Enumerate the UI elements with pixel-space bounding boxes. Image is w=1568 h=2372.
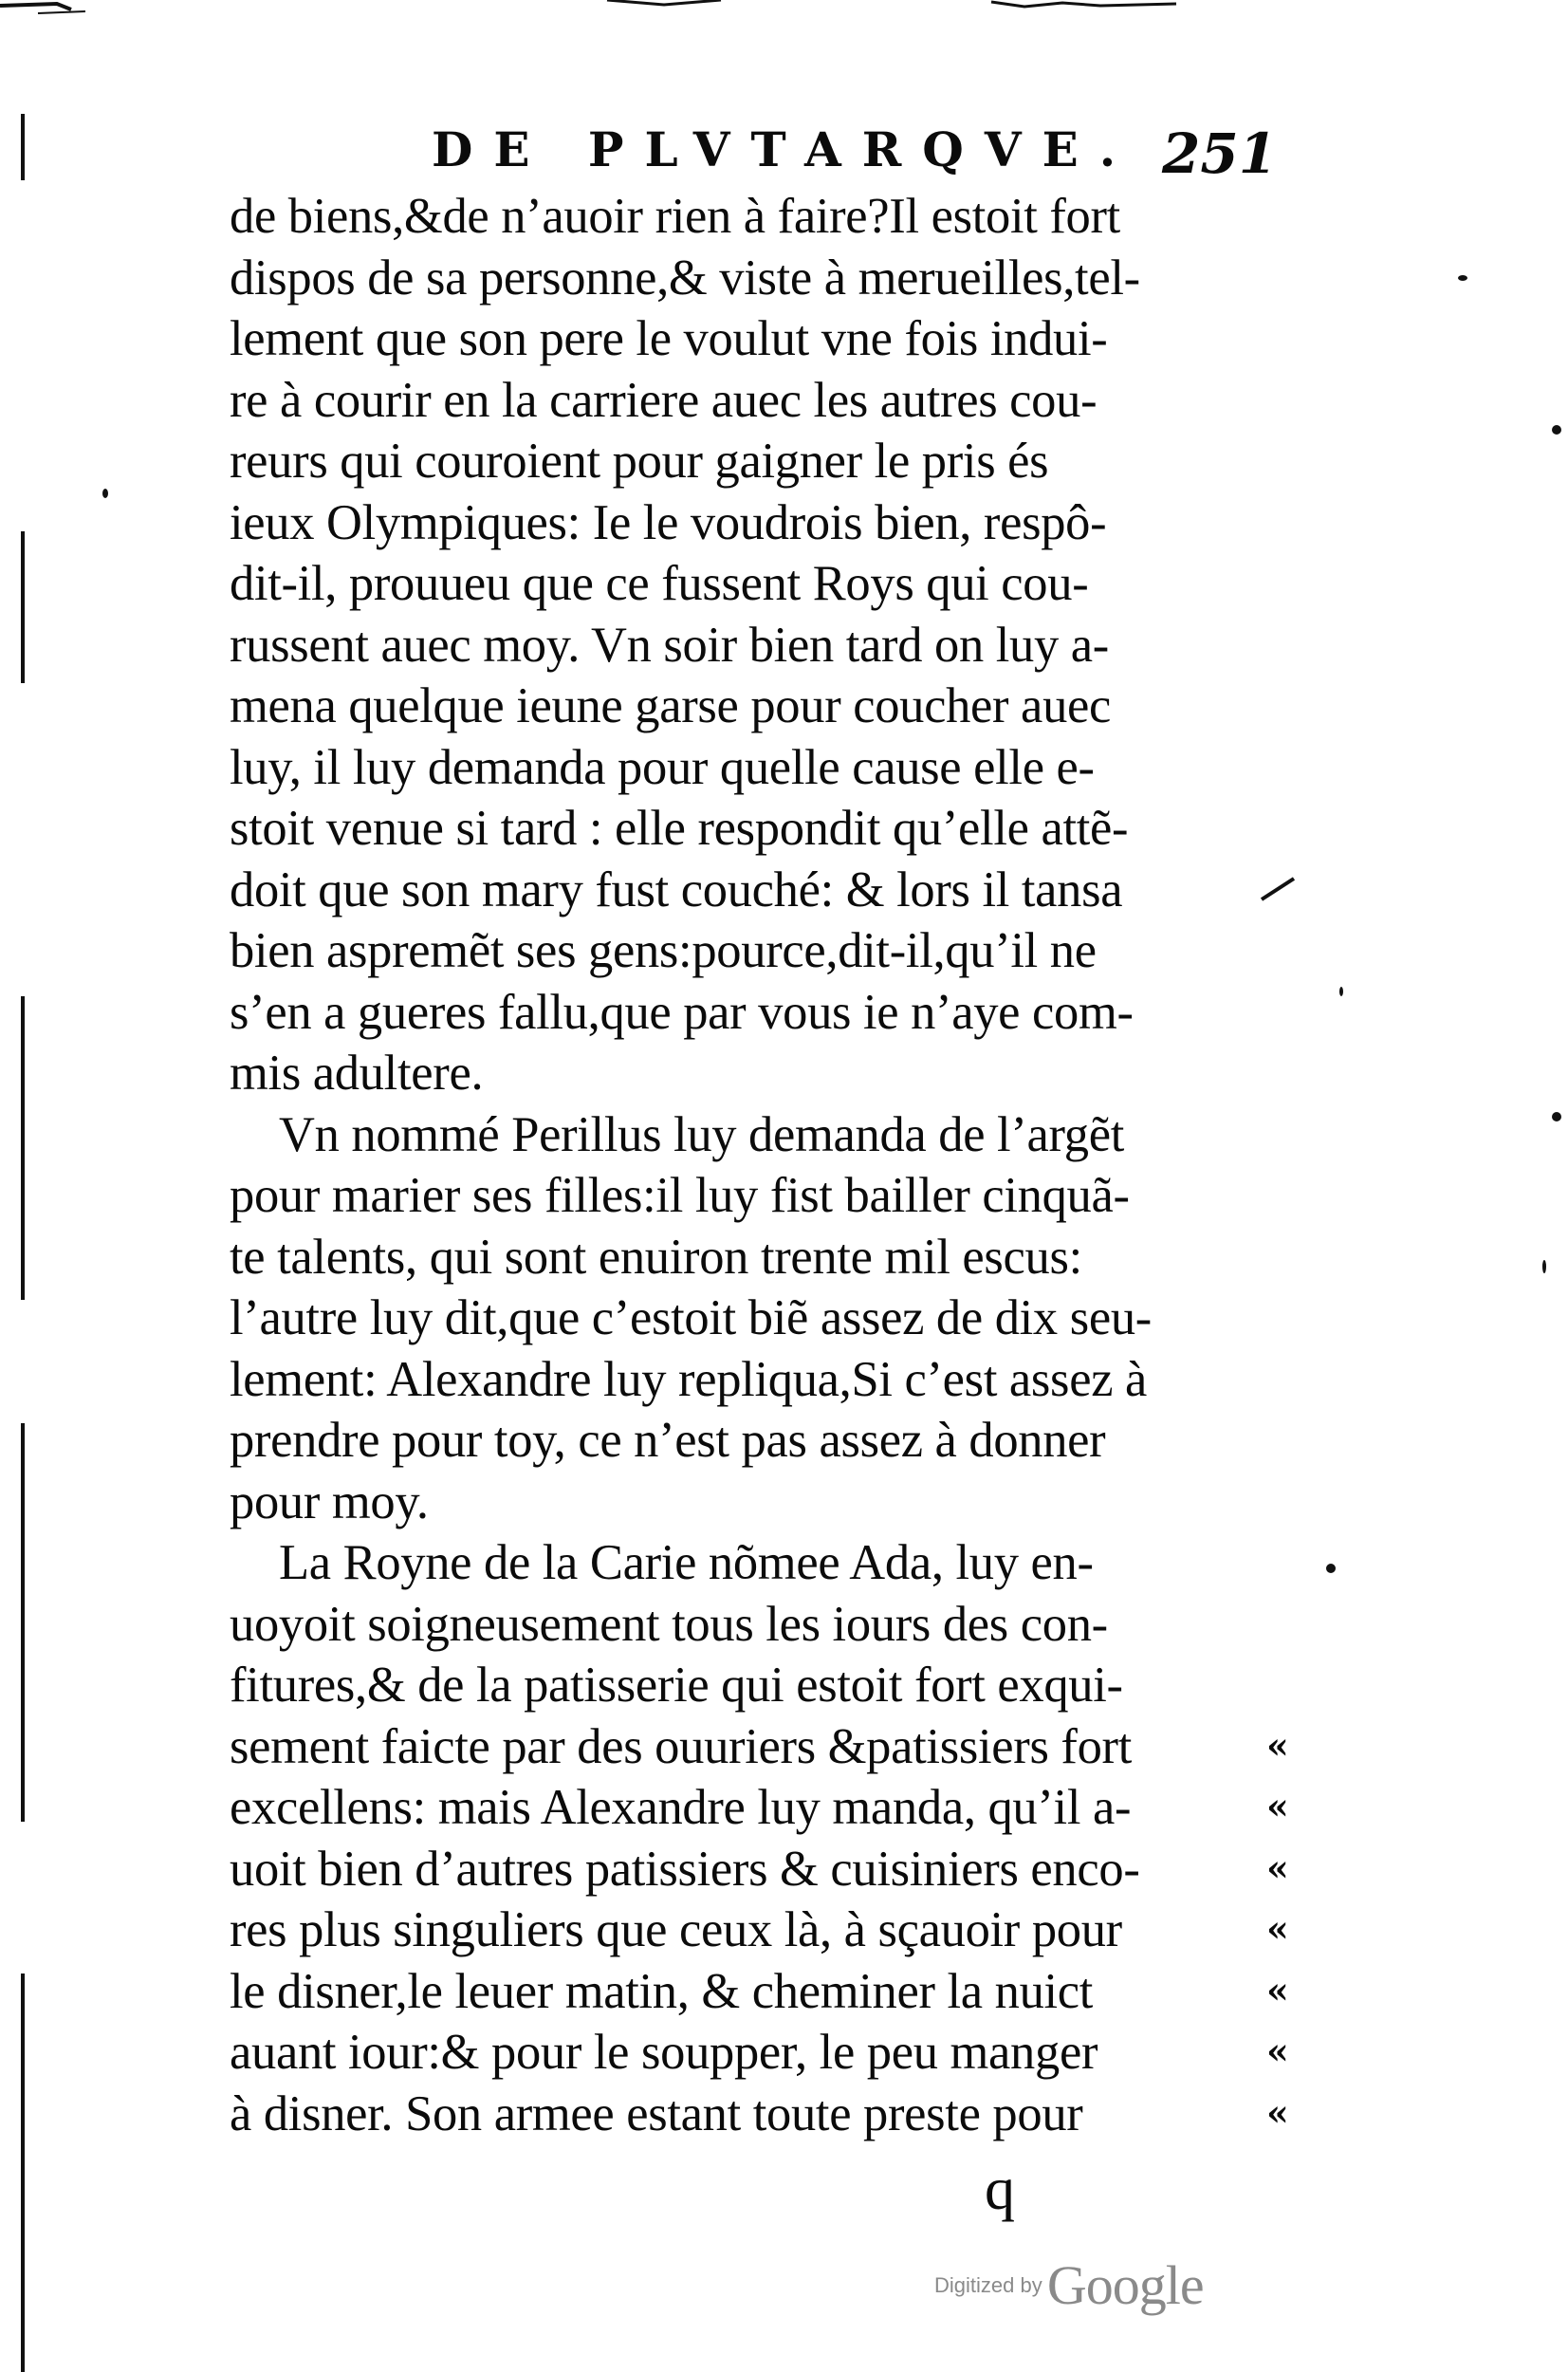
text-line: lement: Alexandre luy repliqua,Si c’est assez à [230,1351,1148,1407]
text-line: lement que son pere le voulut vne fois indui- [230,311,1108,366]
text-line: sement faicte par des ouuriers &patissiers fort [230,1718,1132,1774]
text-line: doit que son mary fust couché: & lors il tansa [230,862,1123,917]
text-line: mena quelque ieune garse pour coucher auec [230,678,1112,733]
text-line: La Royne de la Carie nõmee Ada, luy en- [279,1535,1094,1590]
running-head: DE PLVTARQVE. [432,121,1137,177]
text-line: dit-il, prouueu que ce fussent Roys qui cou- [230,556,1089,611]
text-line: auant iour:& pour le soupper, le peu manger [230,2025,1098,2080]
stray-mark [1542,1260,1546,1273]
text-line: res plus singuliers que ceux là, à sçauoir pour [230,1902,1122,1957]
text-line: re à courir en la carriere auec les autres cou- [230,372,1098,428]
text-line: excellens: mais Alexandre luy manda, qu’il a- [230,1780,1132,1835]
text-line: mis adultere. [230,1046,484,1101]
text-line: prendre pour toy, ce n’est pas assez à donner [230,1413,1106,1468]
stray-mark [1552,1112,1561,1121]
text-line: dispos de sa personne,& viste à merueilles,tel- [230,250,1140,306]
text-line: s’en a gueres fallu,que par vous ie n’aye com- [230,984,1134,1040]
marginal-quote-mark: « [1266,1845,1289,1889]
marginal-quote-mark: « [1266,1785,1289,1827]
signature-mark: q [985,2155,1015,2222]
page-number: 251 [1162,121,1278,186]
text-line: pour marier ses filles:il luy fist bailler cinquã- [230,1168,1130,1223]
text-line: luy, il luy demanda pour quelle cause elle e- [230,739,1095,795]
stray-mark [1339,987,1343,996]
text-line: stoit venue si tard : elle respondit qu’elle attẽ- [230,801,1129,856]
text-line: uoyoit soigneusement tous les iours des con- [230,1596,1108,1652]
text-line: fitures,& de la patisserie qui estoit fort exqui- [230,1658,1123,1713]
text-line: te talents, qui sont enuiron trente mil escus: [230,1229,1082,1285]
text-line: à disner. Son armee estant toute preste pour [230,2085,1083,2141]
stray-mark [1458,275,1467,281]
top-scrap-marks [0,0,1568,28]
google-logo: Google [1046,2254,1204,2316]
text-line: le disner,le leuer matin, & cheminer la nuict [230,1963,1094,2019]
marginal-quote-mark: « [1266,2029,1289,2072]
binding-edge-line [21,0,27,2372]
stray-mark [1552,425,1561,435]
stray-mark [1326,1564,1336,1573]
text-line: uoit bien d’autres patissiers & cuisiniers enco- [230,1841,1140,1897]
text-line: l’autre luy dit,que c’estoit biẽ assez de dix seu- [230,1290,1152,1345]
text-line: ieux Olympiques: Ie le voudrois bien, respô- [230,494,1107,550]
marginal-quote-mark: « [1266,1723,1289,1767]
marginal-quote-mark: « [1266,2090,1289,2134]
marginal-quote-mark: « [1266,1968,1289,2011]
text-line: Vn nommé Perillus luy demanda de l’argẽt [279,1106,1124,1162]
margin-tick-mark [1260,875,1298,903]
top-edge-scraps [0,0,1568,28]
digitized-by-google-watermark [934,2253,1204,2317]
marginal-quote-mark: « [1266,1907,1289,1950]
text-line: bien aspremẽt ses gens:pource,dit-il,qu’il ne [230,923,1097,978]
text-line: de biens,&de n’auoir rien à faire?Il estoit fort [230,189,1120,244]
stray-mark [102,489,108,498]
text-line: russent auec moy. Vn soir bien tard on luy a- [230,617,1109,673]
body-text [230,186,1282,2144]
text-line: reurs qui couroient pour gaigner le pris és [230,434,1049,489]
digitized-by-label: Digitized by [934,2273,1042,2297]
text-line: pour moy. [230,1473,429,1529]
